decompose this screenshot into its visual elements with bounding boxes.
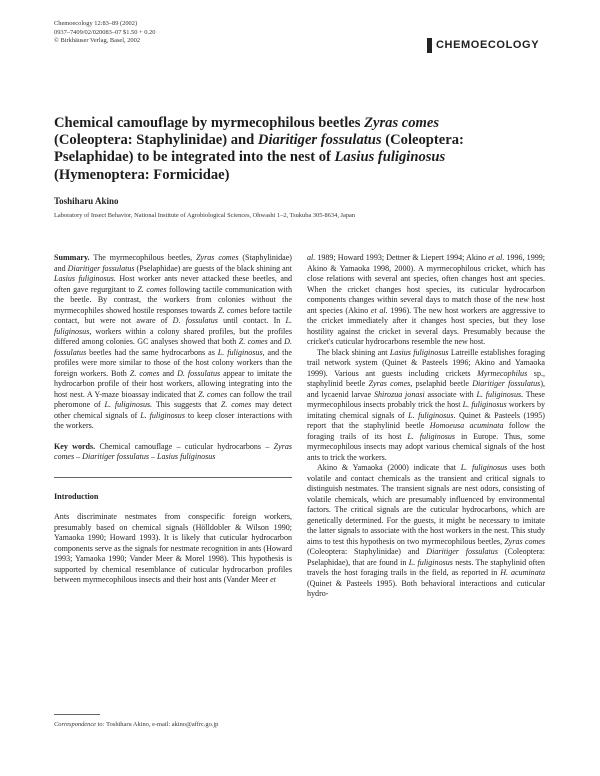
keywords-paragraph: Key words. Chemical camouflage – cuticular hydrocarbons – Zyras comes – Diaritiger fossulatus – Lasius fuliginosus [54,441,292,461]
left-column [54,253,292,586]
journal-meta [54,20,155,46]
intro-continued-paragraph: al. 1989; Howard 1993; Dettner & Liepert 1994; Akino et al. 1996, 1999; Akino & Yamaoka 1998, 2000). A myrmecophilous cricket, which has close relations with several ant species, often changes host ant species. When the cricket changes host species, its cuticular hydrocarbon components changes within several days to match those of the new host ant species (Akino et al. 1996). The new host workers are aggressive to the cricket immediately after it changes host species, but they lose hostility against the cricket in several days. Presumably because the cricket's cuticular hydrocarbons resemble the new host. [307,253,546,346]
summary-label: Summary. [54,253,90,262]
footnote-label: Correspondence to: [54,721,105,728]
author-affiliation: Laboratory of Insect Behavior, National Institute of Agrobiological Sciences, Ohwashi 1–2, Tsukuba 305-8634, Japan [54,212,356,219]
title-species: Lasius fuliginosus [334,149,446,166]
title-text: (Coleoptera: Pselaphidae) to be integrated into the nest of [54,132,464,166]
issn-line: 0937–7409/02/020083–07 $1.50 + 0.20 [54,28,156,36]
hypothesis-paragraph: Akino & Yamaoka (2000) indicate that L. fuliginosus uses both volatile and contact chemicals as the transient and critical signals to distinguish nestmates. The transient signals are nest odors, consisting of volatile chemicals, which are presumably influenced by environmental factors. The critical signals are the cuticular hydrocarbons, which are genetically determined. For the guests, it might be necessary to imitate the latter signals to associate with the host workers in the nest. This study aims to test this hypothesis on two myrmecophilous beetles, Zyras comes (Coleoptera: Staphylinidae) and Diaritiger fossulatus (Coleoptera: Pselaphidae), that are found in L. fuliginosus nests. The staphylinid often travels the host foraging trails in the field, as reported in H. acuminata (Quinet & Pasteels 1995). Both behavioral interactions and cuticular hydro- [307,463,546,598]
host-ant-paragraph: The black shining ant Lasius fuliginosus Latreille establishes foraging trail network system (Quinet & Pasteels 1996; Akino and Yamaoka 1999). Various ant guests including crickets Myrmecophilus sp., staphylinid beetle Zyras comes, pselaphid beetle Diaritiger fossulatus), and lycaenid larvae Shirozua jonasi associate with L. fuliginosus. These myrmecophilous insects probably trick the host L. fuliginosus workers by imitating chemical signals of L. fuliginosus. Quinet & Pasteels (1995) report that the staphylinid beetle Homoeusa acuminata follow the foraging trails of its host L. fuliginosus in Europe. Thus, some myrmecophilous insects may adopt various chemical signals of the host ants to trick the workers. [307,347,546,462]
keywords-label: Key words. [54,441,96,451]
footnote-text: Toshiharu Akino, e-mail: akino@affrc.go.jp [104,721,219,728]
title-text: (Hymenoptera: Formicidae) [54,166,230,183]
correspondence-footnote [54,721,218,728]
journal-name: CHEMOECOLOGY [436,39,540,51]
title-text: (Coleoptera: Staphylinidae) and [54,132,258,149]
footnote-divider [54,714,100,715]
introduction-heading: Introduction [54,491,99,501]
section-divider [54,477,292,478]
summary-paragraph: Summary. The myrmecophilous beetles, Zyras comes (Staphylinidae) and Diaritiger fossulatus (Pselaphidae) are guests of the black shining ant Lasius fuliginosus. Host worker ants never attacked these beetles, and often gave regurgitant to Z. comes following tactile communication with the beetle. By contrast, the workers from colonies without the myrmecophiles showed hostile responses towards Z. comes before tactile contact, but were not aware of D. fossulatus until contact. In L. fuliginosus, workers within a colony shared profiles, but the profiles differed among colonies. GC analyses showed that both Z. comes and D. fossulatus beetles had the same hydrocarbons as L. fuliginosus, and the profiles were more similar to those of the host colony workers than the foreign workers. Both Z. comes and D. fossulatus appear to imitate the hydrocarbon profile of their host workers, allowing integrating into the host nest. A Y-maze bioassay indicated that Z. comes can follow the trail pheromone of L. fuliginosus. This suggests that Z. comes may detect other chemical signals of L. fuliginosus to keep closer interactions with the workers. [54,253,293,430]
copyright-line: © Birkhäuser Verlag, Basel, 2002 [54,37,141,44]
title-text: Chemical camouflage by myrmecophilous beetles [54,115,365,131]
title-species: Zyras comes [364,115,440,131]
title-species: Diaritiger fossulatus [257,132,382,149]
article-title [54,115,514,184]
author-name: Toshiharu Akino [54,196,119,206]
journal-logo [427,38,539,53]
right-column [307,253,545,600]
introduction-paragraph: Ants discriminate nestmates from conspecific foreign workers, presumably based on chemical signals (Hölldobler & Wilson 1990; Yamaoka 1990; Howard 1993). It is likely that cuticular hydrocarbon components serve as the signals for nestmate recognition in ants (Howard 1993; Yamaoka 1990; Vander Meer & Morel 1998). This hypothesis is supported by chemical resemblance of cuticular hydrocarbon profiles between myrmecophilous insects and their host ants (Vander Meer et [54,512,292,584]
journal-reference: Chemoecology 12:83–89 (2002) [54,20,138,27]
